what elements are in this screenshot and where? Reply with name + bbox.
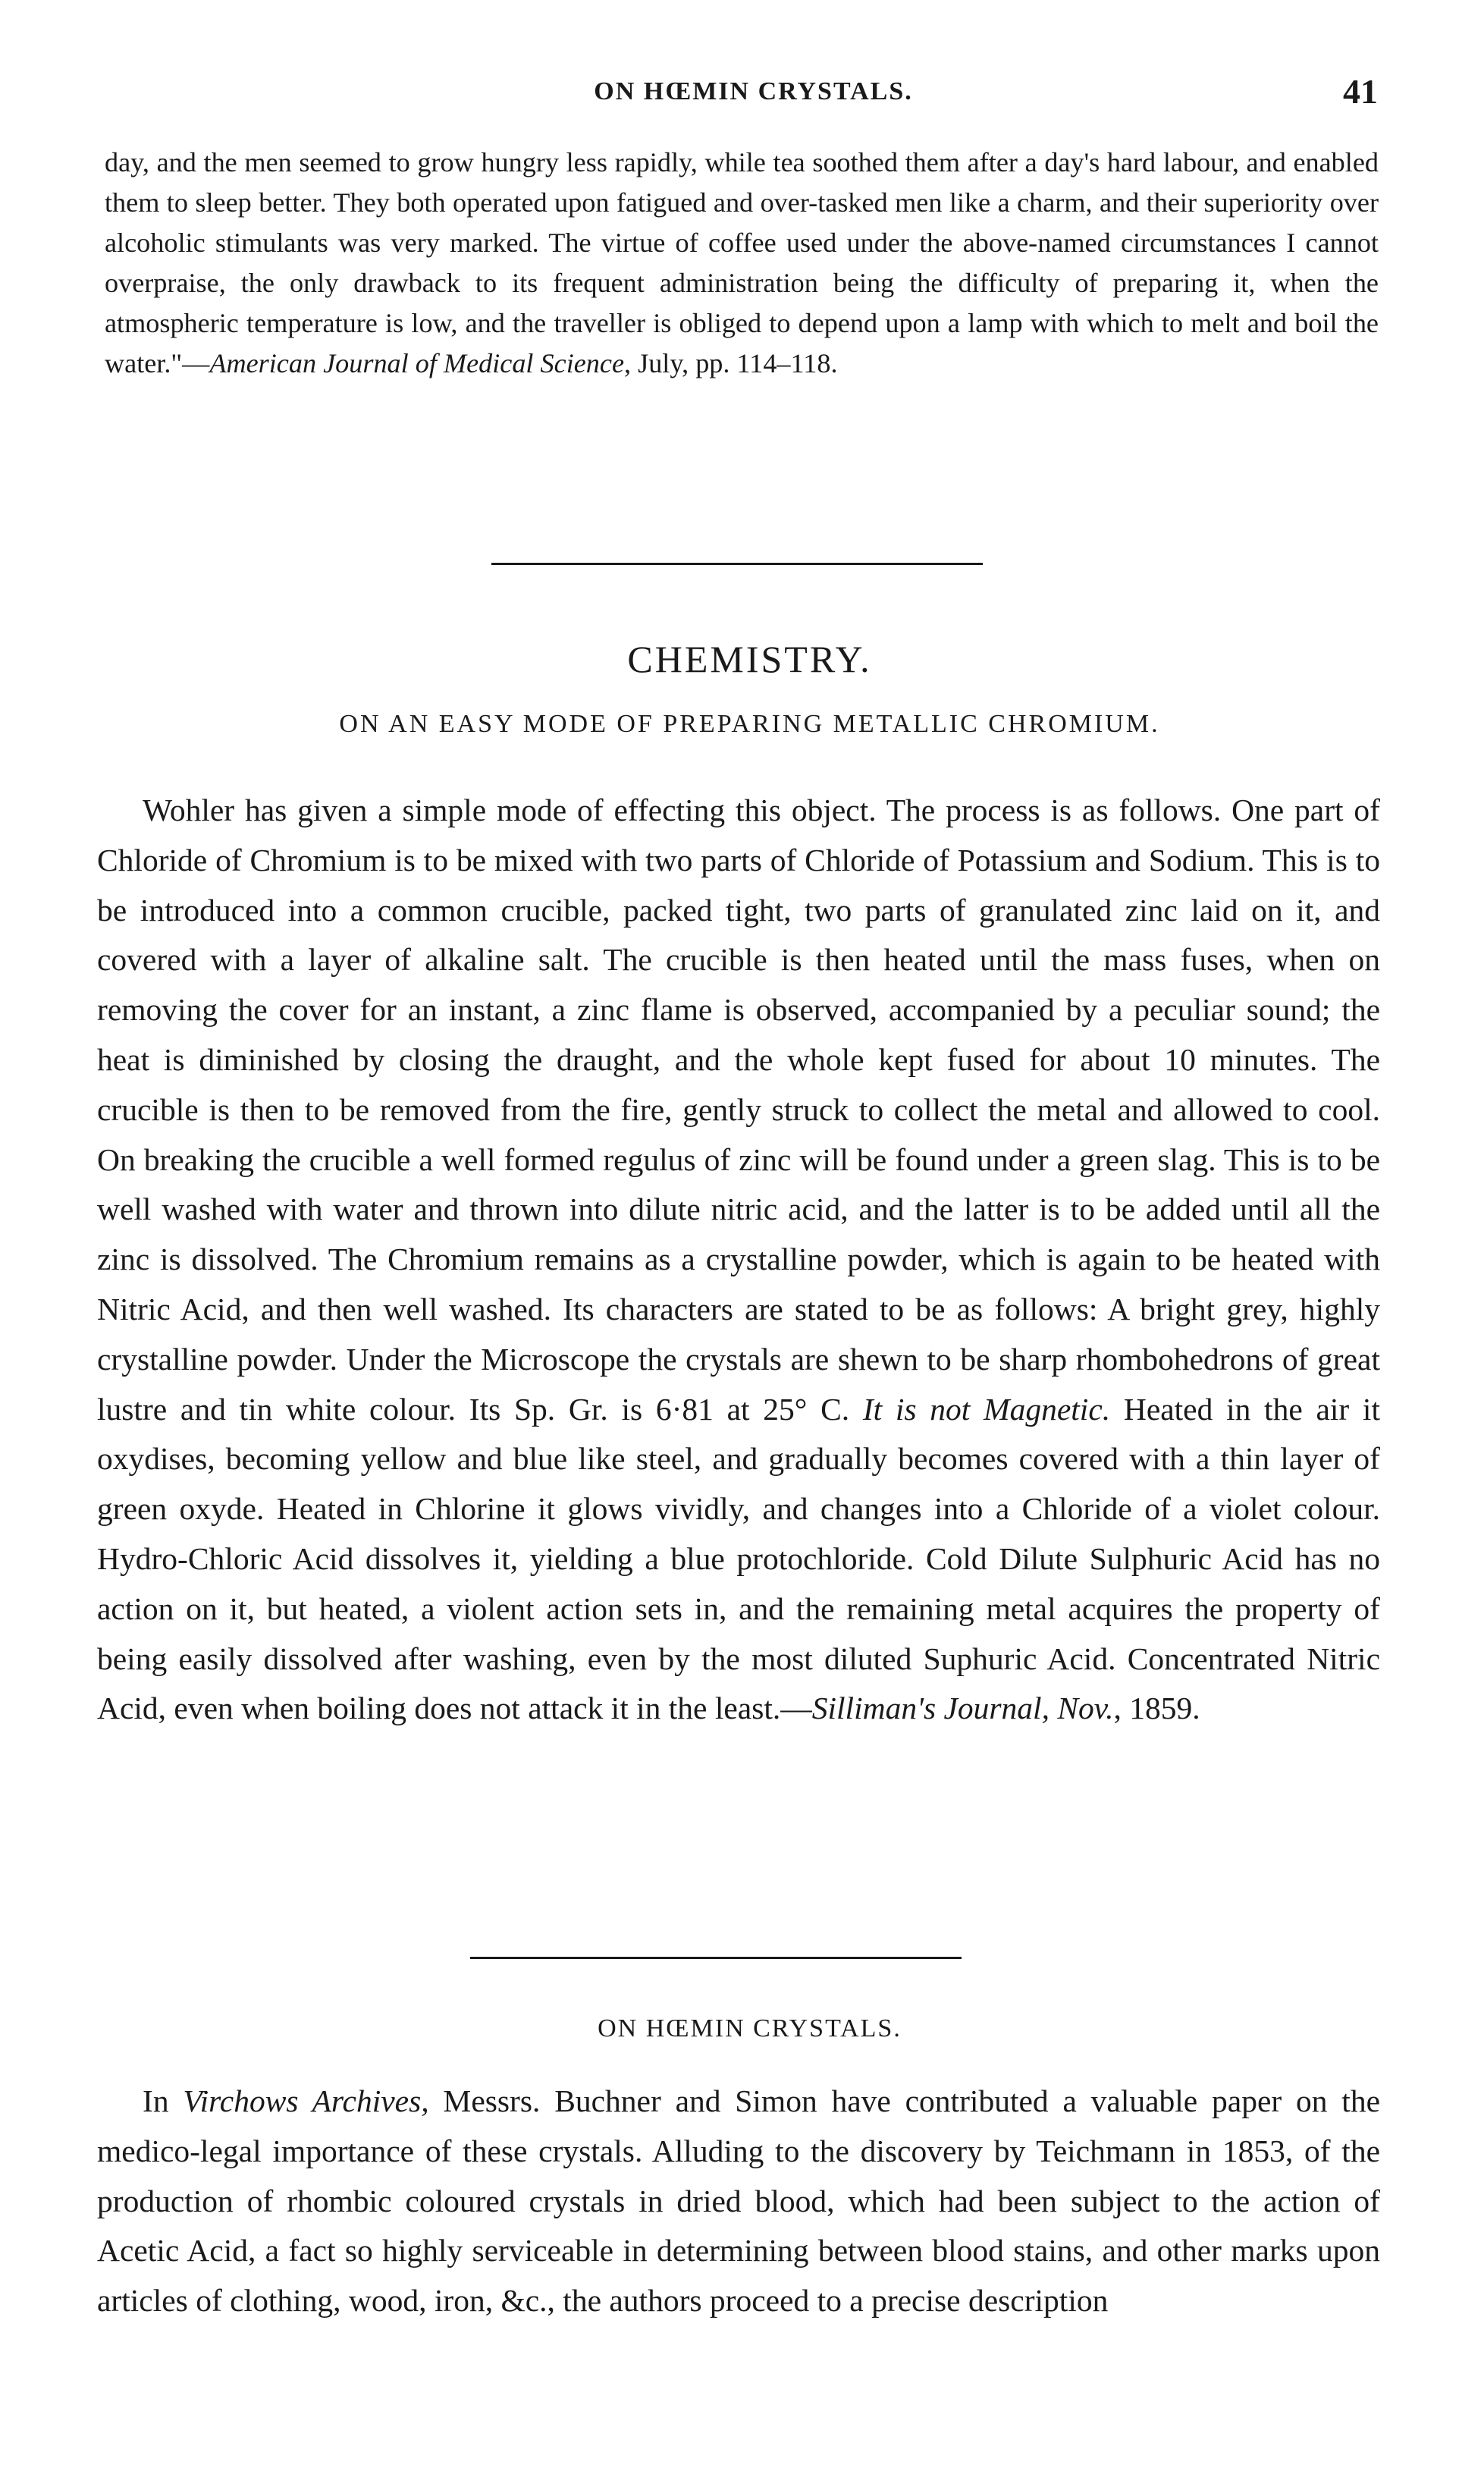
chromium-text-part2: Heated in the air it oxydises, becoming yellow and blue like steel, and gradually becomes covered with a thin layer of green oxyde. Heated in Chlorine it glows vividly, and changes into a Chloride of a violet colour. Hydro-Chloric Acid dissolves it, yielding a blue protochloride. Cold Dilute Sulphuric Acid has no action on it, but heated, a violent action sets in, and the remaining metal acquires the property of being easily dissolved after washing, even by the most diluted Suphuric Acid. Concentrated Nitric Acid, even when boiling does not attack it in the least.— (97, 1391, 1380, 1726)
chemistry-heading: CHEMISTRY. (627, 638, 872, 680)
section-divider-bottom (470, 1957, 962, 1959)
quote-text: day, and the men seemed to grow hungry less rapidly, while tea soothed them after a day's hard labour, and enabled them to sleep better. They both operated upon fatigued and over-tasked men like a charm, and their superiority over alcoholic stimulants was very marked. The virtue of coffee used under the above-named circumstances I cannot overpraise, the only drawback to its frequent administration being the difficulty of preparing it, when the atmospheric temperature is low, and the traveller is obliged to depend upon a lamp with which to melt and boil the water."— (105, 147, 1379, 378)
haemin-heading: ON HŒMIN CRYSTALS. (598, 2014, 902, 2042)
haemin-journal: Virchows Archives, (183, 2083, 429, 2118)
page-number: 41 (1343, 72, 1378, 111)
chromium-paragraph (97, 786, 1380, 1734)
haemin-paragraph (97, 2077, 1380, 2326)
section-divider-top (491, 563, 983, 565)
quote-source-details: , July, pp. 114–118. (624, 348, 838, 378)
haemin-lead-word: In (143, 2083, 184, 2118)
chromium-emphasis: It is not Magnetic. (862, 1391, 1111, 1427)
running-header (0, 72, 1484, 115)
chromium-subheading: ON AN EASY MODE OF PREPARING METALLIC CHROMIUM. (339, 710, 1160, 738)
chromium-source-year: , 1859. (1113, 1691, 1200, 1726)
running-title: ON HŒMIN CRYSTALS. (594, 77, 913, 105)
quote-source-journal: American Journal of Medical Science (209, 348, 625, 378)
haemin-text: Messrs. Buchner and Simon have contributed a valuable paper on the medico-legal importance of these crystals. Alluding to the discovery by Teichmann in 1853, of the production of rhombic coloured crystals in dried blood, which had been subject to the action of Acetic Acid, a fact so highly serviceable in determining between blood stains, and other marks upon articles of clothing, wood, iron, &c., the authors proceed to a precise description (97, 2083, 1380, 2319)
chromium-source-journal: Silliman's Journal, Nov. (811, 1691, 1114, 1726)
quoted-paragraph (105, 143, 1379, 384)
chromium-text-part1: Wohler has given a simple mode of effecting this object. The process is as follows. One part of Chloride of Chromium is to be mixed with two parts of Chloride of Potassium and Sodium. This is to be introduced into a common crucible, packed tight, two parts of granulated zinc laid on it, and covered with a layer of alkaline salt. The crucible is then heated until the mass fuses, when on removing the cover for an instant, a zinc flame is observed, accompanied by a peculiar sound; the heat is diminished by closing the draught, and the whole kept fused for about 10 minutes. The crucible is then to be removed from the fire, gently struck to collect the metal and allowed to cool. On breaking the crucible a well formed regulus of zinc will be found under a green slag. This is to be well washed with water and thrown into dilute nitric acid, and the latter is to be added until all the zinc is dissolved. The Chromium remains as a crystalline powder, which is again to be heated with Nitric Acid, and then well washed. Its characters are stated to be as follows: A bright grey, highly crystalline powder. Under the Microscope the crystals are shewn to be sharp rhombohedrons of great lustre and tin white colour. Its Sp. Gr. is 6·81 at 25° C. (97, 793, 1380, 1427)
